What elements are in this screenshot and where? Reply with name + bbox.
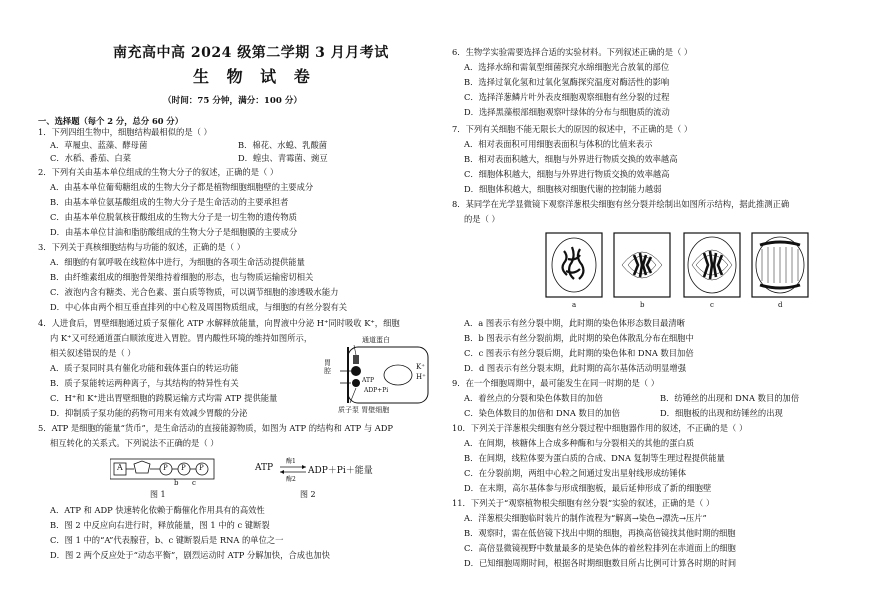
- exam-title: 南充高中高 2024 级第二学期 3 月月考试: [113, 45, 389, 61]
- q10-option-a: A．在间期，核糖体上合成多种酶和与分裂相关的其他的蛋白质: [464, 438, 695, 448]
- atp-structure-figure: [110, 455, 373, 501]
- question-6: 6．生物学实验需要选择合适的实验材料。下列叙述正确的是（ ）: [452, 47, 693, 57]
- q1-option-d: D．蝗虫、青霉菌、豌豆: [238, 153, 328, 163]
- q3-option-b: B．由纤维素组成的细胞骨架维持着细胞的形态，也与物质运输密切相关: [50, 272, 314, 282]
- q10-option-d: D．在末期，高尔基体参与形成细胞板，最后延伸形成了新的细胞壁: [464, 483, 712, 493]
- q11-option-b: B．观察时，需在低倍镜下找出中期的细胞，再换高倍镜找其他时期的细胞: [464, 528, 736, 538]
- fig4-k-label: K⁺: [416, 363, 425, 371]
- section-heading: 一、选择题（每个 2 分，总分 60 分）: [38, 116, 184, 126]
- question-10: 10．下列关于洋葱根尖细胞有丝分裂过程中细胞器作用的叙述，不正确的是（ ）: [452, 423, 748, 433]
- q8-option-a: A．a 图表示有丝分裂中期，此时期的染色体形态数目最清晰: [464, 318, 685, 328]
- q8-option-b: B．b 图表示有丝分裂前期，此时期的染色体散乱分布在细胞中: [464, 333, 694, 343]
- mitosis-diagram: [544, 231, 814, 303]
- q2-option-a: A．由基本单位葡萄糖组成的生物大分子都是植物细胞细胞壁的主要成分: [50, 182, 314, 192]
- q2-option-d: D．由基本单位甘油和脂肪酸组成的生物大分子是细胞膜的主要成分: [50, 227, 298, 237]
- fig5-figure2-caption: 图 2: [300, 490, 316, 499]
- fig5-eq-right: ADP＋Pi＋能量: [308, 466, 373, 476]
- question-3: 3．下列关于真核细胞结构与功能的叙述，正确的是（ ）: [38, 242, 246, 252]
- fig5-bond-b-label: b: [174, 479, 179, 487]
- fig4-h-label: H⁺: [416, 373, 426, 381]
- stomach-cell-figure: [320, 337, 432, 413]
- fig5-p3-label: P: [199, 464, 204, 472]
- q1-option-a: A．草履虫、蓝藻、酵母菌: [50, 140, 148, 150]
- question-2: 2．下列有关由基本单位组成的生物大分子的叙述，正确的是（ ）: [38, 167, 279, 177]
- fig5-eq-left: ATP: [255, 463, 274, 473]
- question-9: 9．在一个细胞周期中，最可能发生在同一时期的是（ ）: [452, 378, 660, 388]
- question-8-line2: 的是（ ）: [464, 214, 500, 224]
- q5-option-b: B．图 2 中反应向右进行时，释放能量，图 1 中的 c 键断裂: [50, 520, 270, 530]
- q7-option-c: C．细胞体积越大，细胞与外界进行物质交换的效率越高: [464, 169, 670, 179]
- q3-option-d: D．中心体由两个相互垂直排列的中心粒及周围物质组成，与细胞的有丝分裂有关: [50, 302, 348, 312]
- fig5-bond-c-label: c: [192, 479, 196, 487]
- q5-option-d: D．图 2 两个反应处于“动态平衡”，剧烈运动时 ATP 分解加快，合成也加快: [50, 550, 330, 560]
- q4-option-a: A．质子泵同时具有催化功能和载体蛋白的转运功能: [50, 363, 239, 373]
- question-1: 1．下列四组生物中，细胞结构最相似的是（ ）: [38, 127, 212, 137]
- question-8-line1: 8．某同学在光学显微镜下观察洋葱根尖细胞有丝分裂并绘制出如图所示结构，据此推测正确: [452, 199, 790, 209]
- subject-title: 生 物 试 卷: [193, 67, 316, 86]
- fig4-adp-label: ADP+Pi: [364, 387, 389, 394]
- fig5-enzyme2: 酶2: [286, 476, 296, 483]
- question-4-line3: 相关叙述错误的是（ ）: [50, 348, 136, 358]
- q7-option-a: A．相对表面积可用细胞表面积与体积的比值来表示: [464, 139, 653, 149]
- q11-option-d: D．已知细胞周期时间，根据各时期细胞数目所占比例可计算各时期的时间: [464, 558, 737, 568]
- q4-option-d: D．抑制质子泵功能的药物可用来有效减少胃酸的分泌: [50, 408, 248, 418]
- question-7: 7．下列有关细胞不能无限长大的原因的叙述中，不正确的是（ ）: [452, 124, 693, 134]
- q1-option-c: C．水稻、番茄、白菜: [50, 153, 132, 163]
- q7-option-d: D．细胞体积越大，细胞核对细胞代谢的控制能力越弱: [464, 184, 662, 194]
- fig5-p1-label: P: [163, 464, 168, 472]
- question-5-line2: 相互转化的关系式。下列说法不正确的是（ ）: [50, 438, 219, 448]
- q2-option-c: C．由基本单位脱氧核苷酸组成的生物大分子是一切生物的遗传物质: [50, 212, 297, 222]
- fig4-atp-label: ATP: [362, 377, 375, 384]
- fig4-channel-label: 通道蛋白: [362, 336, 390, 344]
- q5-option-c: C．图 1 中的“A”代表腺苷，b、c 键断裂后是 RNA 的单位之一: [50, 535, 284, 545]
- q6-option-c: C．选择洋葱鳞片叶外表皮细胞观察细胞有丝分裂的过程: [464, 92, 670, 102]
- q1-option-b: B．棉花、水螅、乳酸菌: [238, 140, 328, 150]
- question-5-line1: 5．ATP 是细胞的能量“货币”，是生命活动的直接能源物质，如图为 ATP 的结构和 ATP 与 ADP: [38, 423, 393, 433]
- fig4-bottom-label: 质子泵 胃壁细胞: [338, 406, 390, 414]
- q7-option-b: B．相对表面积越大，细胞与外界进行物质交换的效率越高: [464, 154, 678, 164]
- q6-option-b: B．选择过氧化氢和过氧化氢酶探究温度对酶活性的影响: [464, 77, 670, 87]
- atp-structure-diagram: [110, 455, 360, 501]
- fig5-adenine-label: A: [117, 463, 123, 472]
- q6-option-a: A．选择水绵和需氧型细菌探究水绵细胞光合放氧的部位: [464, 62, 670, 72]
- mitosis-figure: [544, 231, 814, 313]
- fig5-p2-label: P: [181, 464, 186, 472]
- fig8-label-b: b: [640, 301, 645, 309]
- q4-option-c: C．H⁺和 K⁺进出胃壁细胞的跨膜运输方式均需 ATP 提供能量: [50, 393, 278, 403]
- q9-option-b: B．纺锤丝的出现和 DNA 数目的加倍: [660, 393, 800, 403]
- fig8-label-d: d: [778, 301, 783, 309]
- question-4-line1: 4．人进食后，胃壁细胞通过质子泵催化 ATP 水解释放能量，向胃液中分泌 H⁺同时吸收 K⁺，细胞: [38, 318, 400, 328]
- q5-option-a: A．ATP 和 ADP 快速转化依赖于酶催化作用具有的高效性: [50, 505, 265, 515]
- question-11: 11．下列关于“观察植物根尖细胞有丝分裂”实验的叙述，正确的是（ ）: [452, 498, 715, 508]
- exam-meta: （时间：75 分钟，满分：100 分）: [163, 96, 303, 106]
- q2-option-b: B．由基本单位氨基酸组成的生物大分子是生命活动的主要承担者: [50, 197, 289, 207]
- q3-option-c: C．液泡内含有糖类、光合色素、蛋白质等物质，可以调节细胞的渗透吸水能力: [50, 287, 339, 297]
- q6-option-d: D．选择黑藻根部细胞观察叶绿体的分布与细胞质的流动: [464, 107, 670, 117]
- fig4-stomach-label: 胃腔: [324, 359, 331, 375]
- q10-option-c: C．在分裂前期，两组中心粒之间通过发出星射线形成纺锤体: [464, 468, 687, 478]
- q11-option-a: A．洋葱根尖细胞临时装片的制作流程为“解离→染色→漂洗→压片”: [464, 513, 707, 523]
- question-4-line2: 内 K⁺又可经通道蛋白顺浓度进入胃腔。胃内酸性环境的维持如图所示，: [50, 333, 313, 343]
- q3-option-a: A．细胞的有氧呼吸在线粒体中进行，为细胞的各项生命活动提供能量: [50, 257, 305, 267]
- fig8-label-c: c: [710, 301, 714, 309]
- q11-option-c: C．高倍显微镜视野中数量最多的是染色体的着丝粒排列在赤道面上的细胞: [464, 543, 736, 553]
- q9-option-c: C．染色体数目的加倍和 DNA 数目的加倍: [464, 408, 620, 418]
- q8-option-c: C．c 图表示有丝分裂后期，此时期的染色体和 DNA 数目加倍: [464, 348, 694, 358]
- q8-option-d: D．d 图表示有丝分裂末期，此时期的高尔基体活动明显增强: [464, 363, 687, 373]
- fig5-figure1-caption: 图 1: [150, 490, 166, 499]
- q10-option-b: B．在间期，线粒体要为蛋白质的合成、DNA 复制等生理过程提供能量: [464, 453, 725, 463]
- fig8-label-a: a: [572, 301, 577, 309]
- q4-option-b: B．质子泵能转运两种离子，与其结构的特异性有关: [50, 378, 239, 388]
- q9-option-d: D．细胞板的出现和纺锤丝的出现: [660, 408, 783, 418]
- fig5-enzyme1: 酶1: [286, 458, 296, 465]
- q9-option-a: A．着丝点的分裂和染色体数目的加倍: [464, 393, 603, 403]
